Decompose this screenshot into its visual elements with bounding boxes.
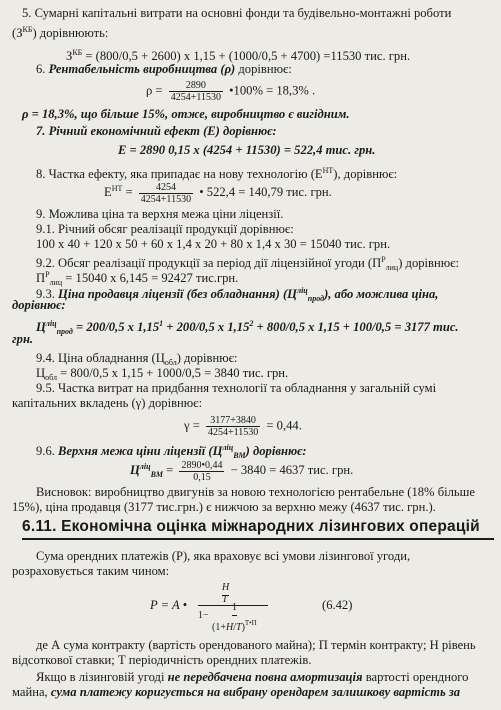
p93-line2: дорівнює:	[12, 298, 66, 312]
p93: 9.3. Ціна продавця ліцензії (без обладнання) $(Ц^{ліц}_{прод})$, або можлива ціна,	[36, 286, 439, 303]
p94-formula: $Ц_{обл} = 800/0,5$ х 1,15 + 1000/0,5 = 3840 тис. грн.	[36, 366, 289, 382]
last-line2: майна, сума платежу коригується на вибрану орендарем залишкову вартість за	[12, 685, 461, 699]
formula-642: P = A • H T 1− 1 $(1+H/T)^{T•П}$ (6.42)	[150, 582, 353, 633]
p95-line2: капітальних вкладень (γ) дорівнює:	[12, 396, 203, 410]
intro-line2: розраховується таким чином:	[12, 564, 170, 578]
intro-line1: Сума орендних платежів (Р), яка враховує всі умови лізингової угоди,	[36, 549, 411, 563]
p91-formula: 100 х 40 + 120 х 50 + 60 х 1,4 х 20 + 80 х 1,4 х 30 = 15040 тис. грн.	[36, 237, 391, 251]
p96-formula: $Ц^{ліц}_{ВМ}$ = $\frac{2890•0,44}{0,15}$ − 3840 = 4637 тис. грн.	[130, 459, 354, 483]
where-line1: де А сума контракту (вартість орендованого майна); П термін контракту; Н рівень	[36, 638, 476, 652]
p92: 9.2. Обсяг реалізації продукції за період дії ліцензійної угоди $(П^Р_{лиц})$ дорівнює:	[36, 255, 460, 272]
p6-result: ρ = 18,3%, що більше 15%, отже, виробництво є вигідним.	[22, 107, 350, 121]
p6-formula: ρ = $\frac{2890}{4254+11530}$ •100% = 18,3% .	[146, 80, 316, 103]
p9-title: 9. Можлива ціна та верхня межа ціни ліцензії.	[36, 207, 284, 221]
p8-formula: $Е^{НТ}$ = $\frac{4254}{4254+11530}$ • 522,4 = 140,79 тис. грн.	[104, 181, 332, 205]
section-rule	[22, 538, 494, 540]
p95-line1: 9.5. Частка витрат на придбання технології та обладнання у загальній сумі	[36, 381, 437, 395]
p91: 9.1. Річний обсяг реалізації продукції дорівнює:	[36, 222, 294, 236]
conclusion-line1: Висновок: виробництво двигунів за новою технологією рентабельне (18% більше	[36, 485, 475, 499]
p5-formula: $З^{КБ} = (800/0,5 + 2600)$ х 1,15 + (1000/0,5 + 4700) =11530 тис. грн.	[66, 48, 411, 63]
p92-formula: $П^Р_{лиц} = 15040$ х 6,145 = 92427 тис.грн.	[36, 270, 239, 287]
p94: 9.4. Ціна обладнання $(Ц_{обл})$ дорівнює:	[36, 351, 238, 367]
p5-line1: 5. Сумарні капітальні витрати на основні фонди та будівельно-монтажні роботи	[22, 6, 452, 20]
p96: 9.6. Верхня межа ціни ліцензії $(Ц^{ліц}_{ВМ})$ дорівнює:	[36, 443, 307, 460]
p93-formula: $Ц^{ліц}_{прод} = 200/0,5$ х $1,15^1 + 200/0,5$ х $1,15^2 + 800/0,5$ х 1,15 + 100/0,5 = 3177 тис.	[36, 319, 459, 336]
p5-line2: $(З^{КБ})$ дорівнюють:	[12, 25, 109, 40]
last-line1: Якщо в лізинговій угоді не передбачена повна амортизація вартості орендного	[36, 670, 469, 684]
p95-formula: γ = $\frac{3177+3840}{4254+11530}$ = 0,44.	[184, 415, 302, 438]
p7-formula: E = 2890 0,15 х (4254 + 11530) = 522,4 тис. грн.	[118, 143, 376, 157]
p8-title: 8. Частка ефекту, яка припадає на нову технологію $(Е^{НТ})$, дорівнює:	[36, 166, 398, 181]
conclusion-line2: 15%), ціна продавця (3177 тис.грн.) є нижчою за верхню межу (4637 тис. грн.).	[12, 500, 436, 514]
p7-title: 7. Річний економічний ефект (Е) дорівнює:	[36, 124, 277, 138]
p6-title: 6. Рентабельність виробництва (ρ) дорівнює:	[36, 62, 292, 76]
where-line2: відсоткової ставки; Т періодичність орендних платежів.	[12, 653, 312, 667]
section-heading: 6.11. Економічна оцінка міжнародних лізингових операцій	[22, 518, 480, 535]
p93-formula-line2: грн.	[12, 332, 34, 346]
